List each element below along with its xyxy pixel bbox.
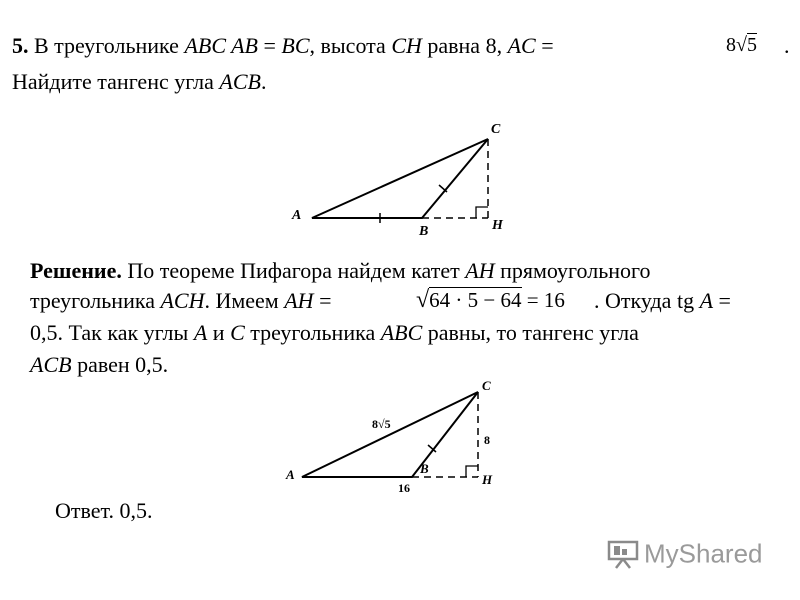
label-ah-length: 16 bbox=[398, 481, 410, 495]
label-h: H bbox=[482, 472, 493, 487]
solution-heading: Решение. bbox=[30, 258, 122, 283]
answer-label: Ответ. bbox=[55, 498, 114, 523]
text: В треугольнике bbox=[34, 33, 185, 58]
text: . Откуда tg bbox=[594, 288, 700, 313]
text: = bbox=[713, 288, 731, 313]
text: AC bbox=[507, 33, 536, 58]
answer-value: 0,5. bbox=[114, 498, 153, 523]
text: C bbox=[230, 320, 245, 345]
text: ACB bbox=[219, 69, 261, 94]
triangle-figure-1 bbox=[280, 115, 520, 240]
solution-line-4 bbox=[30, 351, 168, 379]
solution-line-3 bbox=[30, 319, 639, 347]
text: A bbox=[699, 288, 714, 313]
text: 0,5. Так как углы bbox=[30, 320, 194, 345]
formula-radicand: 64 · 5 − 64 bbox=[429, 288, 522, 312]
text: = bbox=[313, 288, 332, 313]
triangle-abc bbox=[302, 392, 478, 477]
text: AH bbox=[284, 288, 314, 313]
answer-line bbox=[55, 497, 153, 525]
text: BC bbox=[281, 33, 310, 58]
text: равен 0,5. bbox=[71, 352, 169, 377]
problem-number: 5. bbox=[12, 33, 29, 58]
problem-line-1 bbox=[12, 32, 554, 60]
text: Найдите тангенс угла bbox=[12, 69, 220, 94]
right-angle-mark bbox=[466, 466, 478, 477]
text: ACB bbox=[30, 352, 72, 377]
text: AH bbox=[465, 258, 495, 283]
label-b: B bbox=[420, 461, 429, 476]
solution-line-1 bbox=[30, 257, 651, 285]
text: . Имеем bbox=[204, 288, 285, 313]
label-a: A bbox=[292, 208, 302, 223]
sqrt-sign: √ bbox=[736, 34, 747, 56]
ah-formula bbox=[416, 287, 565, 314]
label-ac-length: 8√5 bbox=[372, 417, 391, 431]
watermark-text: MyShared bbox=[644, 538, 763, 569]
text: = bbox=[257, 33, 282, 58]
right-angle-mark bbox=[476, 207, 488, 218]
solution-line-2-end bbox=[594, 287, 731, 315]
triangle-abc bbox=[312, 139, 488, 218]
ac-value-formula bbox=[726, 34, 757, 57]
label-h: H bbox=[492, 218, 503, 233]
formula-result: = 16 bbox=[526, 288, 565, 312]
sqrt-sign: √ bbox=[416, 287, 430, 313]
text: треугольника bbox=[244, 320, 381, 345]
text: равна 8, bbox=[421, 33, 508, 58]
solution-line-2-start bbox=[30, 287, 331, 315]
text: A bbox=[193, 320, 208, 345]
text: и bbox=[207, 320, 231, 345]
label-c: C bbox=[491, 122, 501, 137]
text: CH bbox=[391, 33, 422, 58]
text: , высота bbox=[309, 33, 392, 58]
text: ABC bbox=[380, 320, 423, 345]
text: треугольника bbox=[30, 288, 161, 313]
problem-line-2 bbox=[12, 68, 266, 96]
triangle-figure-2 bbox=[280, 378, 520, 498]
projector-icon bbox=[606, 538, 640, 570]
ac-radicand: 5 bbox=[746, 34, 757, 56]
problem-line-1-end: . bbox=[784, 33, 790, 58]
text: По теореме Пифагора найдем катет bbox=[121, 258, 466, 283]
text: равны, то тангенс угла bbox=[422, 320, 639, 345]
label-ch-length: 8 bbox=[484, 433, 490, 447]
text: ACH bbox=[160, 288, 205, 313]
watermark bbox=[606, 538, 763, 570]
text: = bbox=[535, 33, 554, 58]
text: . bbox=[260, 69, 267, 94]
label-c: C bbox=[482, 378, 491, 393]
text: ABC AB bbox=[184, 33, 258, 58]
label-b: B bbox=[419, 224, 429, 239]
text: прямоугольного bbox=[494, 258, 651, 283]
ac-coefficient: 8 bbox=[726, 34, 736, 56]
label-a: A bbox=[286, 467, 295, 482]
